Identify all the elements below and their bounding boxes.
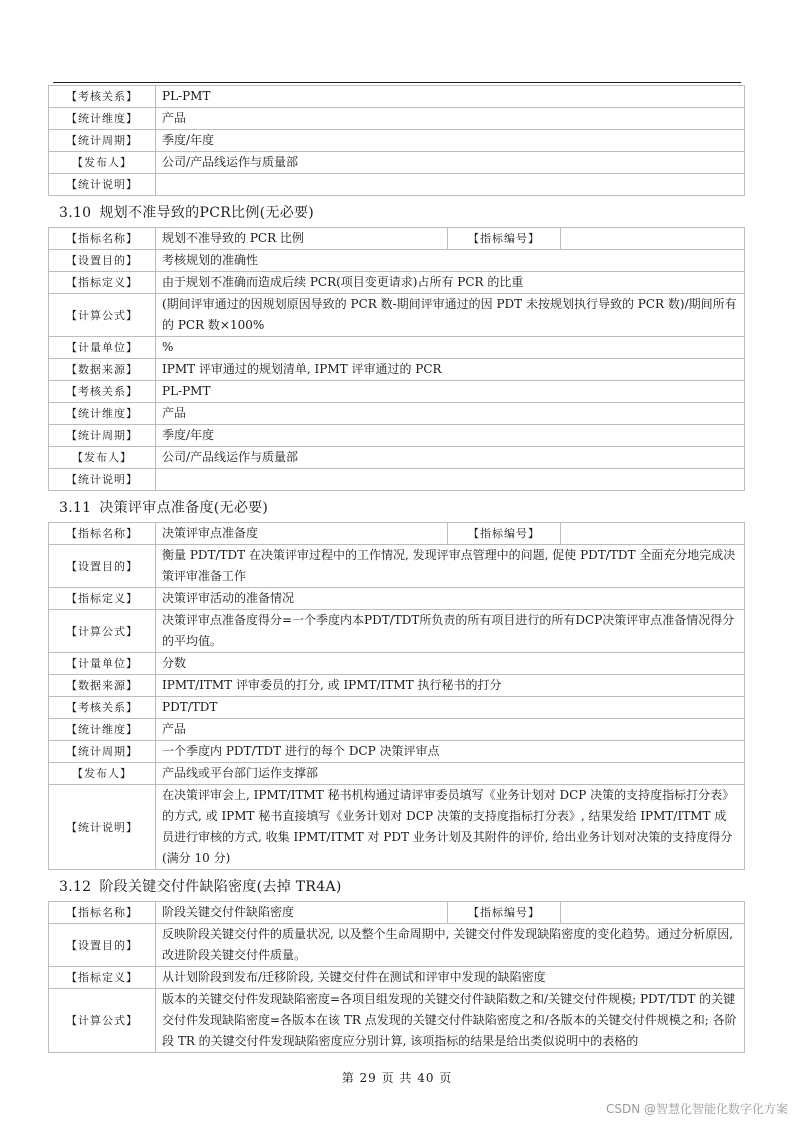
row-value: (期间评审通过的因规划原因导致的 PCR 数-期间评审通过的因 PDT 未按规划执行导致的 PCR 数)/期间所有的 PCR 数×100% [156,294,745,337]
row-value: IPMT 评审通过的规划清单, IPMT 评审通过的 PCR [156,359,745,381]
table-row [49,337,745,359]
table-row [49,989,745,1053]
table-row [49,697,745,719]
table-row [49,447,745,469]
table-row [49,741,745,763]
section-heading-3-10: 3.10 规划不准导致的PCR比例(无必要) [59,205,315,221]
index-number-label: 【指标编号】 [448,523,561,545]
row-value: 公司/产品线运作与质量部 [156,152,745,174]
row-value: 反映阶段关键交付件的质量状况, 以及整个生命周期中, 关键交付件发现缺陷密度的变化趋势。通过分析原因, 改进阶段关键交付件质量。 [156,924,745,967]
page-number-footer: 第 29 页 共 40 页 [341,1071,453,1085]
row-label: 【指标名称】 [49,902,156,924]
row-label: 【统计维度】 [49,719,156,741]
table-row [49,294,745,337]
row-value: IPMT/ITMT 评审委员的打分, 或 IPMT/ITMT 执行秘书的打分 [156,675,745,697]
index-number-value [561,902,745,924]
row-label: 【设置目的】 [49,545,156,588]
row-label: 【统计说明】 [49,174,156,196]
row-label: 【考核关系】 [49,86,156,108]
row-label: 【设置目的】 [49,250,156,272]
row-value: PL-PMT [156,86,745,108]
table-continued [48,85,745,196]
table-row [49,381,745,403]
table-row [49,588,745,610]
row-label: 【统计维度】 [49,403,156,425]
table-row [49,763,745,785]
source-watermark: CSDN @智慧化智能化数字化方案 [605,1102,788,1116]
row-label: 【计算公式】 [49,610,156,653]
table-row [49,272,745,294]
index-number-value [561,523,745,545]
row-value: 产品 [156,108,745,130]
row-value: 公司/产品线运作与质量部 [156,447,745,469]
row-value: 规划不准导致的 PCR 比例 [156,228,448,250]
indicator-table-3-12 [48,901,745,1053]
row-label: 【考核关系】 [49,697,156,719]
row-value [156,469,745,491]
row-label: 【计算公式】 [49,989,156,1053]
table-row [49,523,745,545]
row-label: 【统计说明】 [49,785,156,870]
row-value: 版本的关键交付件发现缺陷密度=各项目组发现的关键交付件缺陷数之和/关键交付件规模; PDT/TDT 的关键交付件发现缺陷密度=各版本在该 TR 点发现的关键交付件缺陷密度之和/各版本的关键交付件规模之和; 各阶段 TR 的关键交付件发现缺陷密度应分别计算, 该项指标的结果是给出类似说明中的表格的 [156,989,745,1053]
table-row [49,86,745,108]
row-value: 由于规划不准确而造成后续 PCR(项目变更请求)占所有 PCR 的比重 [156,272,745,294]
table-row [49,108,745,130]
table-row [49,924,745,967]
row-label: 【统计周期】 [49,741,156,763]
row-label: 【计量单位】 [49,653,156,675]
row-value: 决策评审点准备度得分=一个季度内本PDT/TDT所负责的所有项目进行的所有DCP决策评审点准备情况得分的平均值。 [156,610,745,653]
table-row [49,250,745,272]
table-row [49,719,745,741]
row-label: 【指标定义】 [49,967,156,989]
table-row [49,359,745,381]
table-row [49,403,745,425]
row-label: 【发布人】 [49,763,156,785]
row-value: 产品 [156,719,745,741]
table-row [49,174,745,196]
row-value: 决策评审点准备度 [156,523,448,545]
table-row [49,469,745,491]
section-heading-3-12: 3.12 阶段关键交付件缺陷密度(去掉 TR4A) [59,879,342,895]
row-label: 【计算公式】 [49,294,156,337]
row-label: 【数据来源】 [49,675,156,697]
table-row [49,130,745,152]
row-label: 【数据来源】 [49,359,156,381]
row-label: 【指标名称】 [49,523,156,545]
row-value: 一个季度内 PDT/TDT 进行的每个 DCP 决策评审点 [156,741,745,763]
row-label: 【发布人】 [49,447,156,469]
row-label: 【设置目的】 [49,924,156,967]
row-value: 考核规划的准确性 [156,250,745,272]
indicator-table-3-10 [48,227,745,491]
table-row [49,228,745,250]
row-value: 产品线或平台部门运作支撑部 [156,763,745,785]
row-label: 【指标定义】 [49,272,156,294]
row-value: PDT/TDT [156,697,745,719]
table-row [49,152,745,174]
row-label: 【统计周期】 [49,425,156,447]
row-label: 【计量单位】 [49,337,156,359]
row-value: 季度/年度 [156,425,745,447]
header-rule [53,82,741,83]
row-value: 产品 [156,403,745,425]
row-value: 分数 [156,653,745,675]
section-heading-3-11: 3.11 决策评审点准备度(无必要) [59,500,269,516]
row-value: % [156,337,745,359]
row-value: 在决策评审会上, IPMT/ITMT 秘书机构通过请评审委员填写《业务计划对 DCP 决策的支持度指标打分表》的方式, 或 IPMT 秘书直接填写《业务计划对 DCP 决策的支持度指标打分表》, 结果发给 IPMT/ITMT 成员进行审核的方式, 收集 IPMT/ITMT 对 PDT 业务计划及其附件的评价, 给出业务计划对决策的支持度得分(满分 10 分) [156,785,745,870]
row-label: 【指标定义】 [49,588,156,610]
row-label: 【发布人】 [49,152,156,174]
table-row [49,785,745,870]
row-value: 从计划阶段到发布/迁移阶段, 关键交付件在测试和评审中发现的缺陷密度 [156,967,745,989]
table-row [49,425,745,447]
table-row [49,545,745,588]
index-number-label: 【指标编号】 [448,902,561,924]
table-row [49,610,745,653]
row-label: 【考核关系】 [49,381,156,403]
index-number-value [561,228,745,250]
document-page [48,85,745,1053]
row-label: 【统计周期】 [49,130,156,152]
row-value [156,174,745,196]
row-value: 衡量 PDT/TDT 在决策评审过程中的工作情况, 发现评审点管理中的问题, 促使 PDT/TDT 全面充分地完成决策评审准备工作 [156,545,745,588]
row-value: PL-PMT [156,381,745,403]
row-value: 阶段关键交付件缺陷密度 [156,902,448,924]
row-value: 决策评审活动的准备情况 [156,588,745,610]
row-label: 【统计说明】 [49,469,156,491]
table-row [49,675,745,697]
indicator-table-3-11 [48,522,745,870]
row-label: 【统计维度】 [49,108,156,130]
table-row [49,902,745,924]
row-value: 季度/年度 [156,130,745,152]
table-row [49,967,745,989]
index-number-label: 【指标编号】 [448,228,561,250]
row-label: 【指标名称】 [49,228,156,250]
table-row [49,653,745,675]
